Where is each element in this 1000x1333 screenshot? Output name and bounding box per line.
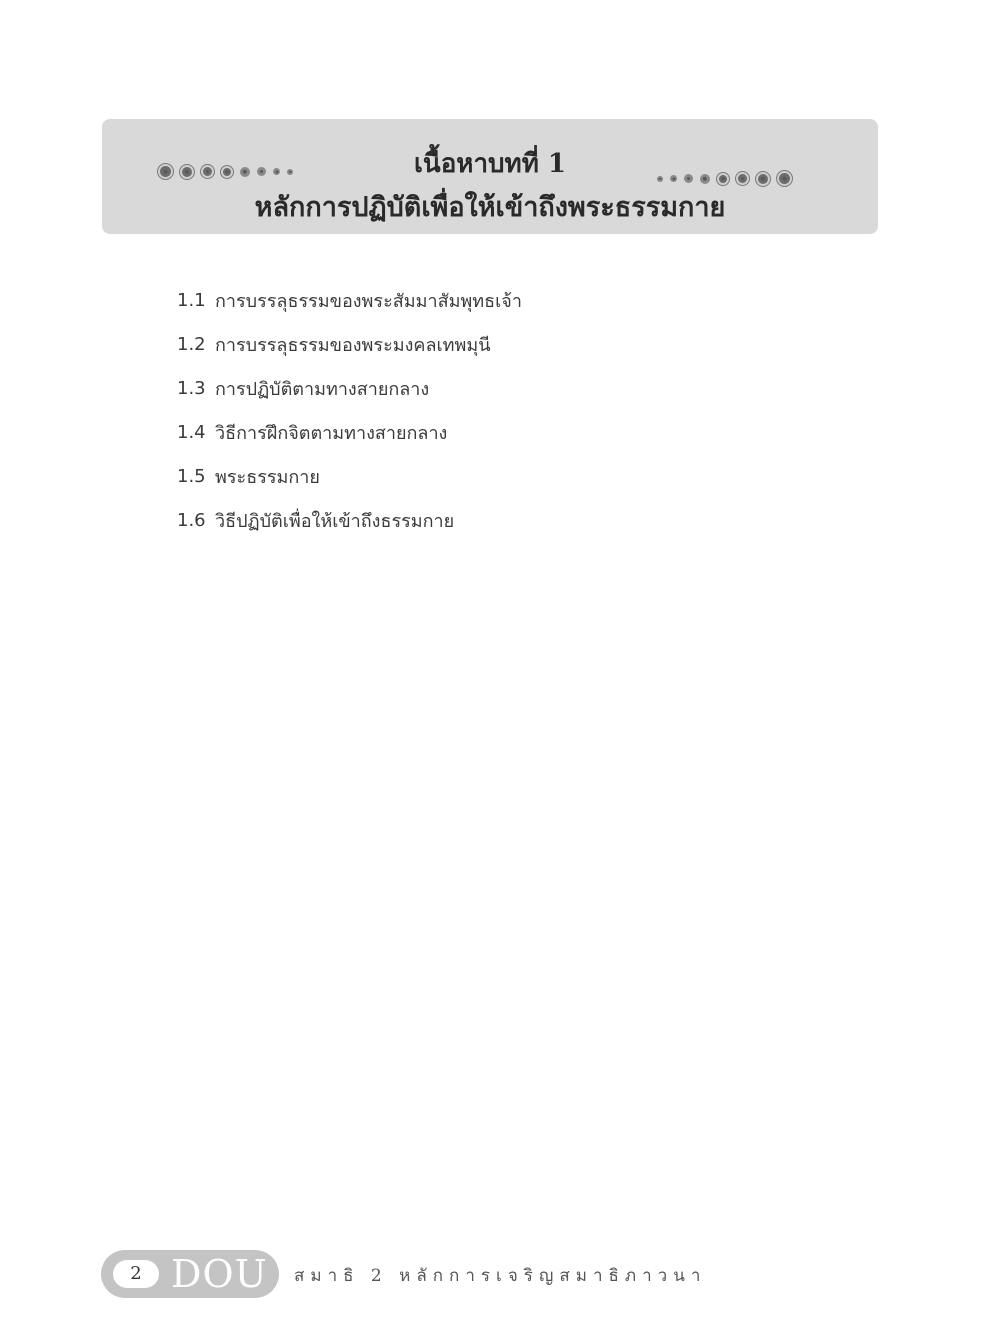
- toc-item-number: 1.6: [177, 509, 206, 531]
- dot-icon: [684, 174, 693, 183]
- toc-item-label: วิธีการฝึกจิตตามทางสายกลาง: [215, 422, 448, 444]
- toc-item-label: การปฏิบัติตามทางสายกลาง: [215, 378, 430, 400]
- toc-item[interactable]: [177, 322, 522, 366]
- chapter-title: เนื้อหาบทที่ 1: [414, 149, 566, 179]
- toc-item[interactable]: [177, 410, 522, 454]
- toc-item-number: 1.2: [177, 333, 206, 355]
- chapter-subtitle: หลักการปฏิบัติเพื่อให้เข้าถึงพระธรรมกาย: [254, 192, 726, 223]
- table-of-contents: [177, 278, 522, 542]
- toc-item[interactable]: [177, 366, 522, 410]
- toc-item-number: 1.1: [177, 289, 206, 311]
- dot-icon: [700, 174, 710, 184]
- toc-item-label: วิธีปฏิบัติเพื่อให้เข้าถึงธรรมกาย: [215, 510, 455, 532]
- toc-item[interactable]: [177, 498, 522, 542]
- dou-logo: DOU: [171, 1252, 268, 1296]
- toc-item-label: การบรรลุธรรมของพระสัมมาสัมพุทธเจ้า: [215, 290, 522, 312]
- dot-icon: [670, 175, 677, 182]
- decorative-dots-right: [657, 171, 799, 186]
- toc-item[interactable]: [177, 278, 522, 322]
- dot-icon: [657, 176, 663, 182]
- toc-item-number: 1.4: [177, 421, 206, 443]
- footer-badge: [101, 1250, 279, 1298]
- toc-item-number: 1.5: [177, 465, 206, 487]
- dot-icon: [756, 172, 770, 186]
- chapter-banner: [102, 119, 878, 234]
- course-title: สมาธิ 2 หลักการเจริญสมาธิภาวนา: [294, 1266, 707, 1286]
- dot-icon: [777, 171, 792, 186]
- page-number: 2: [113, 1260, 159, 1288]
- toc-item[interactable]: [177, 454, 522, 498]
- toc-item-label: การบรรลุธรรมของพระมงคลเทพมุนี: [215, 334, 491, 356]
- dot-icon: [736, 172, 749, 185]
- dot-icon: [717, 173, 729, 185]
- toc-item-label: พระธรรมกาย: [215, 466, 320, 488]
- toc-item-number: 1.3: [177, 377, 206, 399]
